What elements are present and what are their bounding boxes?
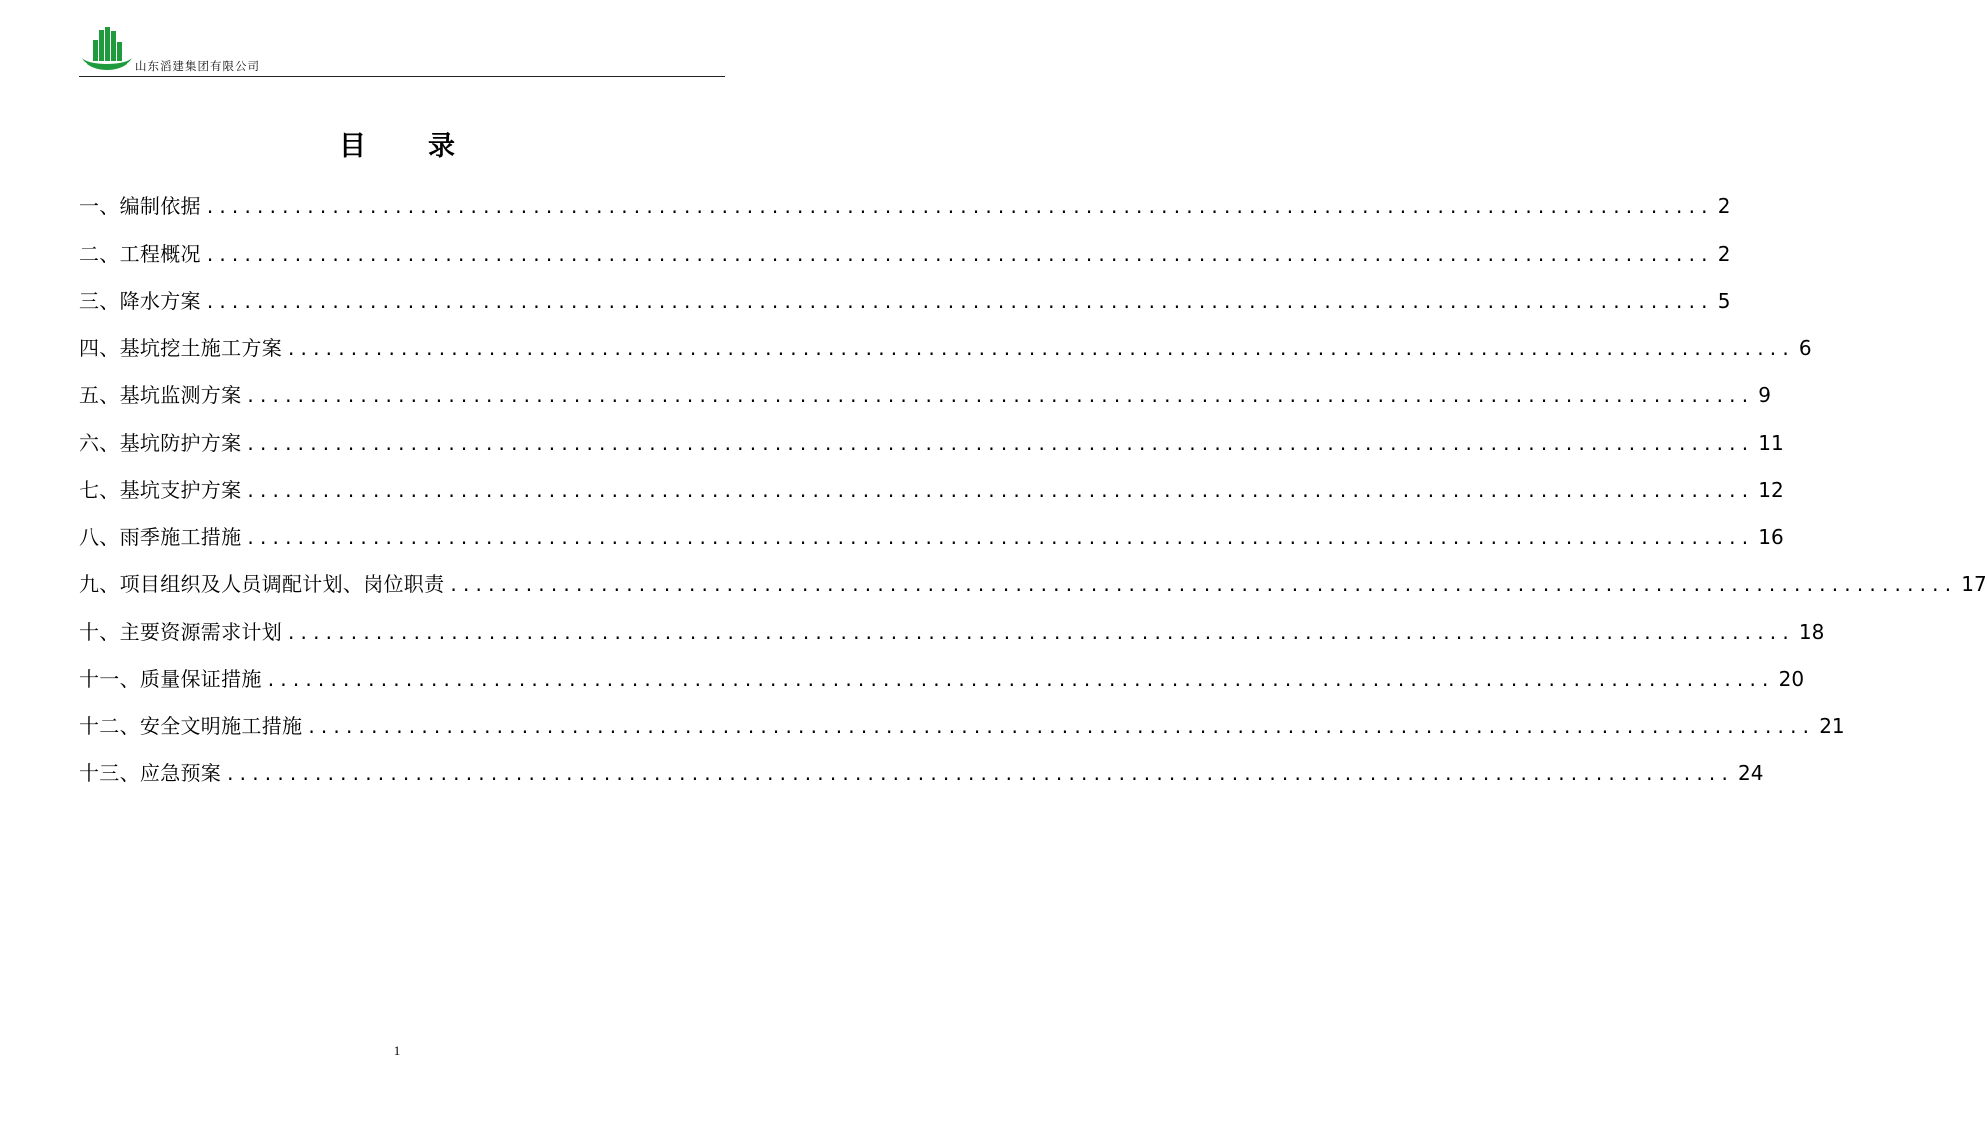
toc-entry-page: 24: [1738, 761, 1764, 786]
toc-entry-page: 6: [1798, 336, 1812, 360]
toc-entry[interactable]: [79, 179, 1731, 226]
toc-entry-label: 十三、应急预案: [79, 761, 222, 786]
toc-entry[interactable]: [79, 557, 1987, 604]
toc-entry-label: 十一、质量保证措施: [79, 666, 262, 691]
toc-entry-page: 9: [1758, 383, 1772, 408]
toc-entry[interactable]: [79, 415, 1784, 462]
toc-dot-leader: ........................................................................................................................: [206, 194, 1714, 219]
page-header: [79, 26, 725, 78]
toc-entry[interactable]: [79, 699, 1845, 746]
toc-entry-page: 5: [1717, 288, 1731, 313]
toc-entry-page: 17: [1961, 572, 1987, 597]
toc-entry-label: 一、编制依据: [79, 194, 201, 219]
toc-dot-leader: ........................................................................................................................: [247, 430, 1755, 455]
toc-entry[interactable]: [79, 652, 1805, 699]
toc-entry-page: 16: [1758, 525, 1784, 549]
toc-entry-label: 十二、安全文明施工措施: [79, 714, 303, 738]
toc-entry-label: 五、基坑监测方案: [79, 383, 242, 408]
toc-entry-label: 七、基坑支护方案: [79, 477, 242, 502]
company-logo-icon: [79, 26, 135, 76]
toc-entry[interactable]: [79, 368, 1772, 415]
toc-entry[interactable]: [79, 510, 1784, 557]
toc-entry-page: 18: [1798, 619, 1825, 644]
toc-entry-page: 12: [1758, 477, 1784, 502]
company-name: 山东滔建集团有限公司: [135, 59, 260, 73]
toc-entry[interactable]: [79, 274, 1731, 321]
toc-entry-label: 六、基坑防护方案: [79, 430, 242, 455]
toc-title: 目录: [339, 131, 517, 162]
toc-entry-label: 二、工程概况: [79, 241, 201, 266]
table-of-contents: [79, 179, 1987, 793]
toc-dot-leader: ........................................................................................................................: [267, 666, 1775, 691]
toc-entry[interactable]: [79, 604, 1825, 651]
toc-entry-page: 11: [1758, 430, 1784, 455]
toc-entry-label: 三、降水方案: [79, 288, 201, 313]
toc-entry[interactable]: [79, 746, 1764, 793]
toc-dot-leader: ........................................................................................................................: [247, 477, 1755, 502]
toc-dot-leader: ........................................................................................................................: [206, 288, 1714, 313]
toc-dot-leader: ........................................................................................................................: [247, 525, 1755, 549]
toc-entry-label: 九、项目组织及人员调配计划、岗位职责: [79, 572, 445, 597]
header-rule: [79, 76, 725, 77]
toc-entry-page: 2: [1717, 241, 1731, 266]
toc-entry-label: 八、雨季施工措施: [79, 525, 242, 549]
toc-dot-leader: ........................................................................................................................: [288, 336, 1795, 360]
page-number: 1: [393, 1043, 401, 1058]
toc-dot-leader: ........................................................................................................................: [206, 241, 1714, 266]
toc-entry-label: 十、主要资源需求计划: [79, 619, 282, 644]
toc-dot-leader: ........................................................................................................................: [288, 619, 1795, 644]
toc-dot-leader: ........................................................................................................................: [308, 714, 1816, 738]
toc-entry-label: 四、基坑挖土施工方案: [79, 336, 282, 360]
toc-entry[interactable]: [79, 463, 1784, 510]
toc-entry[interactable]: [79, 226, 1731, 273]
toc-entry-page: 20: [1778, 666, 1805, 691]
toc-dot-leader: ........................................................................................................................: [227, 761, 1734, 786]
toc-dot-leader: ........................................................................................................................: [450, 572, 1958, 597]
toc-entry-page: 2: [1717, 194, 1731, 219]
toc-entry[interactable]: [79, 321, 1812, 368]
toc-dot-leader: ........................................................................................................................: [247, 383, 1755, 408]
toc-entry-page: 21: [1819, 714, 1845, 738]
